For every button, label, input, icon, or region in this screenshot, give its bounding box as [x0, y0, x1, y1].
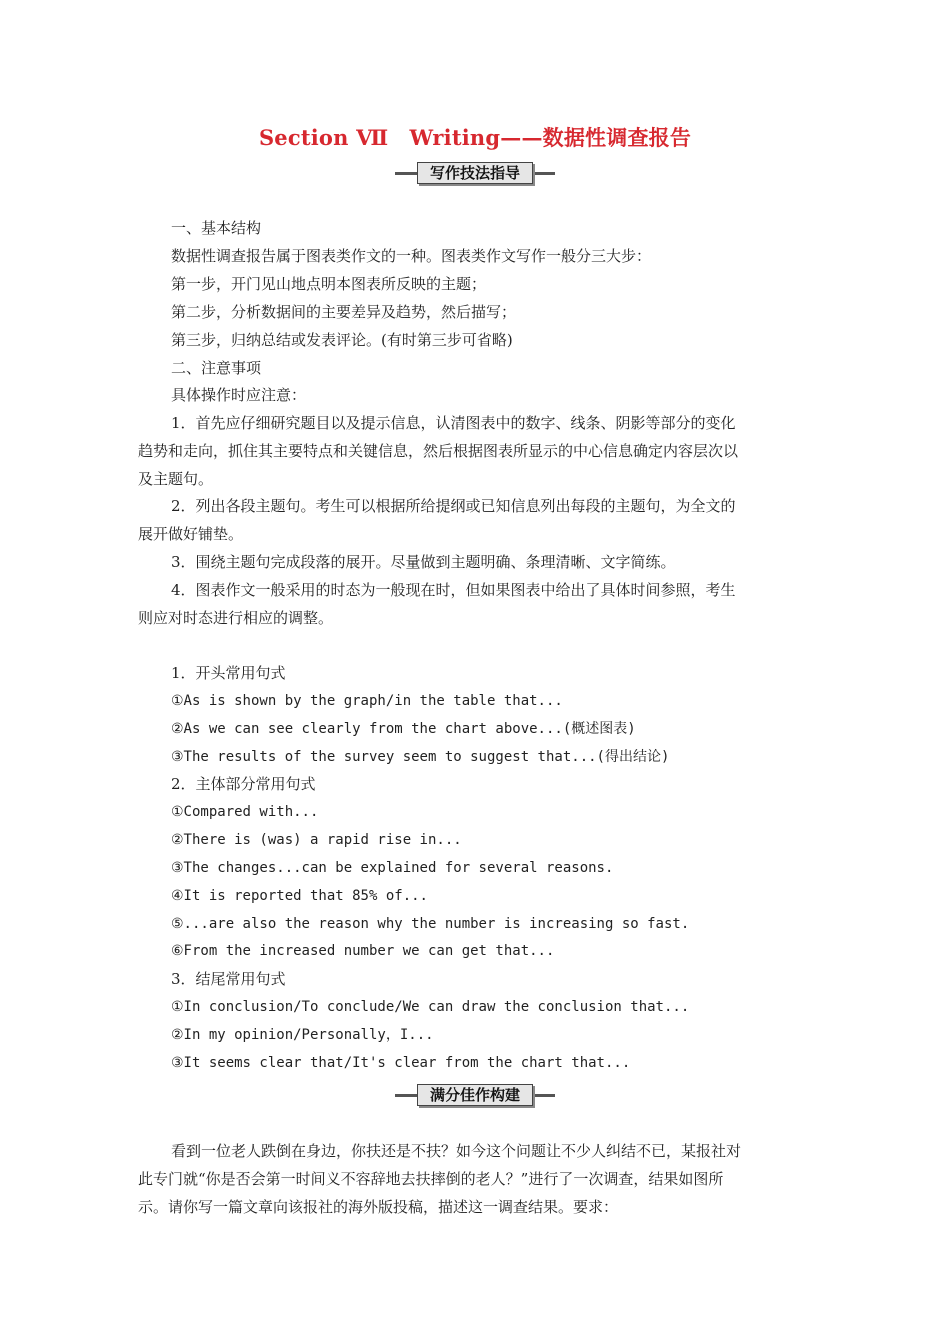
- section-banner-guide: [395, 162, 555, 184]
- pattern-heading-ending: 3．结尾常用句式: [171, 970, 286, 988]
- pattern-heading-body: 2．主体部分常用句式: [171, 775, 316, 793]
- banner-bar-left: [395, 172, 419, 175]
- list-item: ①As is shown by the graph/in the table that...: [171, 693, 563, 709]
- list-item: ①In conclusion/To conclude/We can draw the conclusion that...: [171, 999, 690, 1015]
- list-item: ①Compared with...: [171, 804, 319, 820]
- banner-label: 满分佳作构建: [417, 1084, 533, 1106]
- banner-bar-left: [395, 1094, 419, 1097]
- section-heading-structure: 一、基本结构: [171, 219, 262, 237]
- paragraph: 2．列出各段主题句。考生可以根据所给提纲或已知信息列出每段的主题句，为全文的: [171, 497, 736, 515]
- paragraph: 4．图表作文一般采用的时态为一般现在时，但如果图表中给出了具体时间参照，考生: [171, 581, 736, 599]
- list-item: ②As we can see clearly from the chart above...(概述图表): [171, 721, 636, 737]
- pattern-heading-opening: 1．开头常用句式: [171, 664, 286, 682]
- paragraph: 第一步，开门见山地点明本图表所反映的主题；: [171, 275, 487, 293]
- list-item: ②There is (was) a rapid rise in...: [171, 832, 462, 848]
- task-paragraph: 看到一位老人跌倒在身边，你扶还是不扶？如今这个问题让不少人纠结不已，某报社对: [171, 1142, 742, 1160]
- page-title: Section Ⅶ Writing——数据性调查报告: [258, 125, 692, 150]
- paragraph: 1．首先应仔细研究题目以及提示信息，认清图表中的数字、线条、阴影等部分的变化: [171, 414, 736, 432]
- paragraph: 数据性调查报告属于图表类作文的一种。图表类作文写作一般分三大步：: [171, 247, 652, 265]
- paragraph: 第二步，分析数据间的主要差异及趋势，然后描写；: [171, 303, 517, 321]
- list-item: ③It seems clear that/It's clear from the chart that...: [171, 1055, 631, 1071]
- section-banner-model: [395, 1084, 555, 1106]
- paragraph: 3．围绕主题句完成段落的展开。尽量做到主题明确、条理清晰、文字简练。: [171, 553, 676, 571]
- paragraph: 具体操作时应注意：: [171, 386, 307, 404]
- list-item: ④It is reported that 85% of...: [171, 888, 428, 904]
- banner-label: 写作技法指导: [417, 162, 533, 184]
- list-item: ③The results of the survey seem to suggest that...(得出结论): [171, 749, 670, 765]
- paragraph: 第三步，归纳总结或发表评论。(有时第三步可省略): [171, 331, 513, 349]
- section-heading-notes: 二、注意事项: [171, 359, 262, 377]
- list-item: ③The changes...can be explained for several reasons.: [171, 860, 614, 876]
- list-item: ⑥From the increased number we can get that...: [171, 943, 555, 959]
- paragraph: 展开做好铺垫。: [138, 525, 244, 543]
- banner-bar-right: [531, 172, 555, 175]
- banner-bar-right: [531, 1094, 555, 1097]
- paragraph: 则应对时态进行相应的调整。: [138, 609, 334, 627]
- list-item: ②In my opinion/Personally，I...: [171, 1027, 434, 1043]
- task-paragraph: 示。请你写一篇文章向该报社的海外版投稿，描述这一调查结果。要求：: [138, 1198, 619, 1216]
- paragraph: 及主题句。: [138, 470, 214, 488]
- list-item: ⑤...are also the reason why the number is increasing so fast.: [171, 916, 690, 932]
- task-paragraph: 此专门就“你是否会第一时间义不容辞地去扶摔倒的老人？”进行了一次调查，结果如图所: [138, 1170, 724, 1188]
- paragraph: 趋势和走向，抓住其主要特点和关键信息，然后根据图表所显示的中心信息确定内容层次以: [138, 442, 739, 460]
